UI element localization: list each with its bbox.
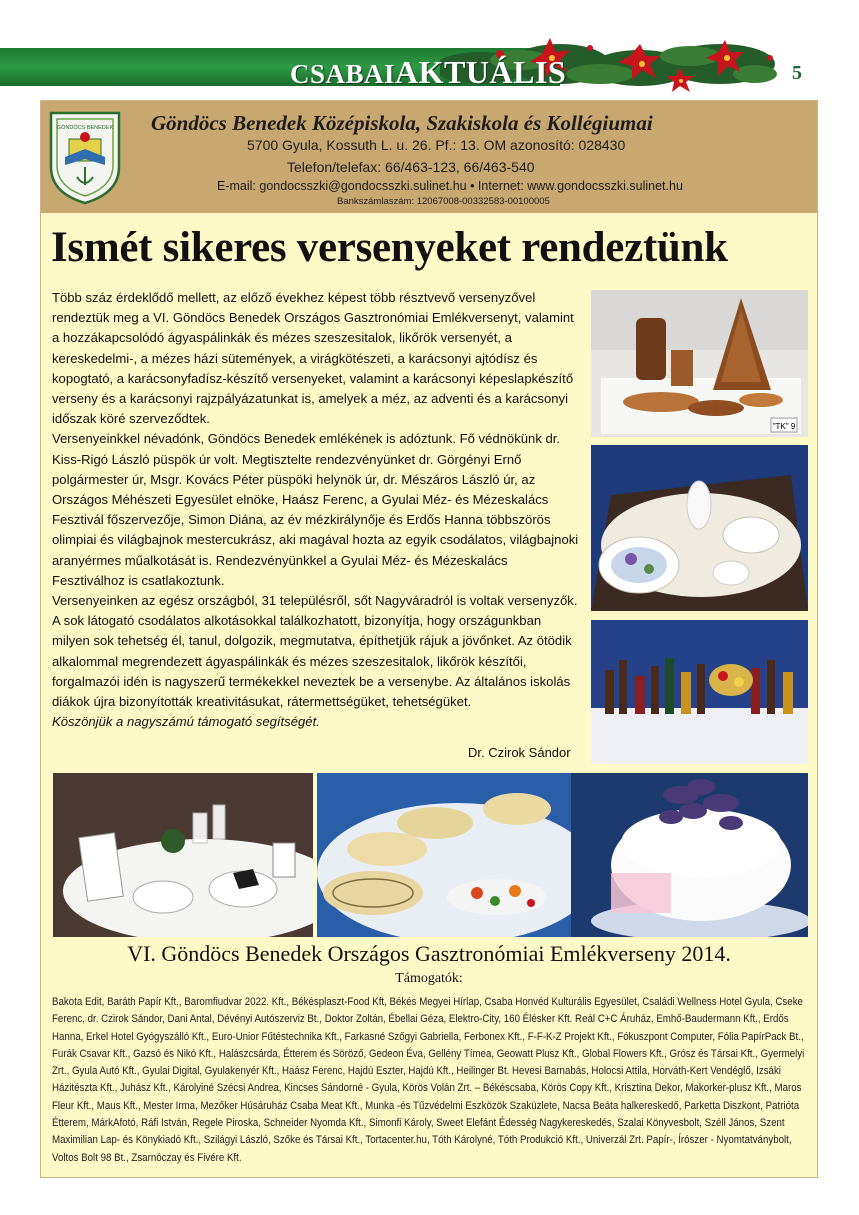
masthead-brand [290,54,567,90]
article-headline: Ismét sikeres versenyeket rendeztünk [51,224,728,271]
photo-bottles-display [591,620,808,764]
photo-caption: VI. Göndöcs Benedek Országos Gasztronómiai Emlékverseny 2014. [127,941,731,966]
masthead [0,48,790,90]
sponsors-list: Bakota Edit, Baráth Papír Kft., Baromfiudvar 2022. Kft., Békésplaszt-Food Kft, Békés Megyei Hírlap, Csaba Honvéd Kulturális Egyesület, Családi Wellness Hotel Gyula, Cseke Ferenc, dr. Czirok Sándor, Dani Antal, Dévényi Autószerviz Bt., Doktor Zoltán, Ébellai Géza, Elektro-City, 160 Élésker Kft. Reál C+C Áruház, Emhő-Baudermann Kft., Erdős Hanna, Erkel Hotel Gyógyszálló Kft., Euro-Unior Fűtéstechnika Kft., Farkasné Szőgyi Gabriella, Ferbonex Kft., F-F-K-Z Projekt Kft., Fókuszpont Computer, Fólia PapírPack Bt., Furák Csavar Kft., Gazsó és Nikó Kft., Halászcsárda, Étterem és Söröző, Gedeon Éva, Gellény Tímea, Geowatt Plusz Kft., Global Flowers Kft., Grósz és Társai Kft., Gyermelyi Zrt., Gyula Autó Kft., Gyulai Digital, Gyulakenyér Kft., Haász Ferenc, Hajdú Eszter, Hajdú Kft., Heilinger Bt. Hevesi Barnabás, Holocsi Attila, Horváth-Kert Vendéglő, Izsáki Házitészta Kft., Juhász Kft., Károlyiné Szécsi Andrea, Kincses Sándorné - Gyula, Körös Volán Zrt. – Békéscsaba, Körös Copy Kft., Krisztina Dekor, Makorker-plusz Kft., Maros Fleur Kft., Maus Kft., Mester Irma, Mezőker Húsáruház Csaba Meat Kft., Munka -és Tűzvédelmi Eszközök Szaküzlete, Nacsa Beáta halkereskedő, Parketta Diszkont, Patrióta Étterem, MárkAfotó, Ráfi István, Regele Piroska, Schneider Nyomda Kft., Simonfi Károly, Sweet Elefánt Édesség Nagykereskedés, Szalai Könyvesbolt, Széll János, Szent Maximilian Lap- és Könykiadó Kft., Szilágyi László, Szőke és Társai Kft., Tortacenter.hu, Tóth Károlyné, Tóth Produkció Kft., Univerzál Zrt. Papír-, Írószer - Nyomtatványbolt, Voltos Bolt 98 Bt., Zsarnóczay és Fivére Kft. [52,996,805,1164]
photo-gingerbread-display [591,290,808,437]
school-contact: E-mail: gondocsszki@gondocsszki.sulinet.hu • Internet: www.gondocsszki.sulinet.hu [217,179,683,193]
school-bank-account: Bankszámlaszám: 12067008-00332583-00100005 [337,196,550,207]
article-body [52,288,582,732]
sponsors-label: Támogatók: [395,971,463,986]
photo-1-sign: "TK" 9 [772,422,796,431]
school-header [41,101,817,213]
page-frame [40,100,818,1178]
school-phone: Telefon/telefax: 66/463-123, 66/463-540 [287,159,535,175]
school-name: Göndöcs Benedek Középiskola, Szakiskola és Kollégiumai [151,111,653,135]
photo-set-table [53,773,313,937]
school-address: 5700 Gyula, Kossuth L. u. 26. Pf.: 13. OM azonosító: 028430 [247,137,626,153]
brand-part-2: AKTUÁLIS [395,54,567,90]
article-thanks: Köszönjük a nagyszámú támogató segítségét. [52,714,320,730]
page-number: 5 [792,62,802,84]
photo-decorated-cake [571,773,808,937]
article-author: Dr. Czirok Sándor [468,745,571,760]
school-crest-icon [47,109,123,205]
article-paragraph-1: Több száz érdeklődő mellett, az előző évekhez képest több résztvevő versenyzővel rendeztük meg a VI. Göndöcs Benedek Országos Gasztronómiai Emlékversenyt, valamint a hozzákapcsolódó ágyaspálinkák és mézes szeszesitalok, likőrök versenyét, a kereskedelmi-, a mézes házi sütemények, a virágkötészeti, a karácsonyi ajtódísz és kopogtató, a karácsonyfadísz-készítő versenyeket, valamint a karácsonyi képeslapkészítő verseny és a karácsonyi rajzpályázatunkat is, amelyek a méz, az adventi és a karácsonyi időszak köré szerveződtek. [52,290,574,427]
photo-porcelain-table [591,445,808,611]
brand-part-1: CSABAI [290,59,396,89]
article-paragraph-3: Versenyeinken az egész országból, 31 településről, sőt Nagyváradról is voltak versenyzők. A sok látogató csodálatos alkotásokkal találkozhatott, bizonyítja, hogy országunkban milyen sok tehetség él, tanul, dolgozik, megmutatva, építhetjük rájuk a jövőnket. Az ötödik alkalommal megrendezett ágyaspálinkák és mézes szeszesitalok, likőrök készítői, forgalmazói idén is nagyszerű termékekkel neveztek be a versenybe. Az általános iskolás diákok újra bizonyították kreativitásukat, rátermettségüket, tehetségüket. [52,593,578,710]
crest-text: GÖNDÖCS BENEDEK [56,125,114,131]
article-paragraph-2: Versenyeinkkel névadónk, Göndöcs Benedek emlékének is adóztunk. Fő védnökünk dr. Kiss-Rigó László püspök úr volt. Megtisztelte rendezvényünket dr. Görgényi Ernő polgármester úr, Msgr. Kovács Péter püspöki helynök úr, dr. Mészáros László úr, az Országos Méhészeti Egyesület elnöke, Haász Ferenc, a Gyulai Méz- és Mézeskalács Fesztivál főszervezője, Simon Diána, az év mézkirálynője és Erdős Hanna többszörös olimpiai és világbajnok mestercukrász, aki magával hozta az egyik csodálatos, világbajnoki aranyérmes műalkotását is. Rendezvényünkkel a Gyulai Méz- és Mézeskalács Fesztiválhoz is csatlakoztunk. [52,431,579,588]
photo-plated-dishes [317,773,579,937]
